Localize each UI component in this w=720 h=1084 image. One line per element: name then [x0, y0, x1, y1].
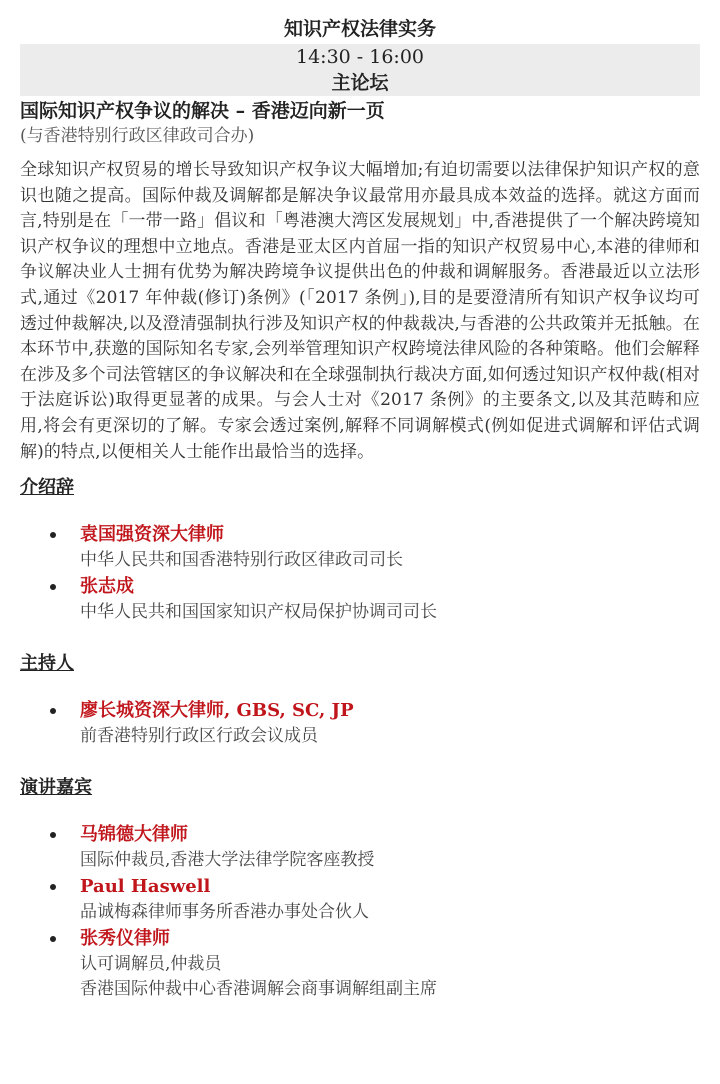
person-name: 廖长城资深大律师, GBS, SC, JP — [80, 700, 354, 722]
document-page — [0, 14, 720, 1084]
host-heading: 主持人 — [20, 653, 74, 675]
bullet-icon — [50, 708, 56, 714]
person-role: 前香港特别行政区行政会议成员 — [80, 726, 318, 747]
speakers-list — [20, 821, 700, 1002]
host-list — [20, 697, 700, 749]
person-name: 张秀仪律师 — [80, 928, 170, 950]
header-band — [20, 44, 700, 96]
person-name: Paul Haswell — [80, 876, 211, 898]
event-title: 知识产权法律实务 — [283, 18, 436, 40]
person-role: 品诚梅森律师事务所香港办事处合伙人 — [80, 902, 369, 923]
forum-label: 主论坛 — [331, 72, 389, 94]
bullet-icon — [50, 832, 56, 838]
list-item — [20, 521, 700, 573]
person-name: 马锦德大律师 — [80, 824, 188, 846]
intro-list — [20, 521, 700, 625]
list-item — [20, 925, 700, 1002]
person-name: 袁国强资深大律师 — [80, 524, 224, 546]
list-item — [20, 873, 700, 925]
person-role: 中华人民共和国香港特别行政区律政司司长 — [80, 550, 403, 571]
bullet-icon — [50, 884, 56, 890]
session-time: 14:30 - 16:00 — [295, 46, 424, 68]
person-role: 中华人民共和国国家知识产权局保护协调司司长 — [80, 602, 437, 623]
speakers-heading: 演讲嘉宾 — [20, 777, 92, 799]
person-role: 香港国际仲裁中心香港调解会商事调解组副主席 — [80, 979, 437, 1000]
session-subtitle: (与香港特别行政区律政司合办) — [20, 126, 255, 146]
person-role: 认可调解员,仲裁员 — [80, 954, 222, 975]
bullet-icon — [50, 936, 56, 942]
session-title: 国际知识产权争议的解决 – 香港迈向新一页 — [20, 100, 385, 122]
bullet-icon — [50, 532, 56, 538]
list-item — [20, 697, 700, 749]
person-name: 张志成 — [80, 576, 134, 598]
person-role: 国际仲裁员,香港大学法律学院客座教授 — [80, 850, 375, 871]
list-item — [20, 573, 700, 625]
bullet-icon — [50, 584, 56, 590]
list-item — [20, 821, 700, 873]
intro-heading: 介绍辞 — [20, 477, 74, 499]
session-description: 全球知识产权贸易的增长导致知识产权争议大幅增加;有迫切需要以法律保护知识产权的意识也随之提高。国际仲裁及调解都是解决争议最常用亦最具成本效益的选择。就这方面而言,特别是在「一带一路」倡议和「粤港澳大湾区发展规划」中,香港提供了一个解决跨境知识产权争议的理想中立地点。香港是亚太区内首屈一指的知识产权贸易中心,本港的律师和争议解决业人士拥有优势为解决跨境争议提供出色的仲裁和调解服务。香港最近以立法形式,通过《2017 年仲裁(修订)条例》(「2017 条例」),目的是要澄清所有知识产权争议均可透过仲裁解决,以及澄清强制执行涉及知识产权的仲裁裁决,与香港的公共政策并无抵触。在本环节中,获邀的国际知名专家,会列举管理知识产权跨境法律风险的各种策略。他们会解释在涉及多个司法管辖区的争议解决和在全球强制执行裁决方面,如何透过知识产权仲裁(相对于法庭诉讼)取得更显著的成果。与会人士对《2017 条例》的主要条文,以及其范畴和应用,将会有更深切的了解。专家会透过案例,解释不同调解模式(例如促进式调解和评估式调解)的特点,以便相关人士能作出最恰当的选择。 — [20, 160, 700, 462]
